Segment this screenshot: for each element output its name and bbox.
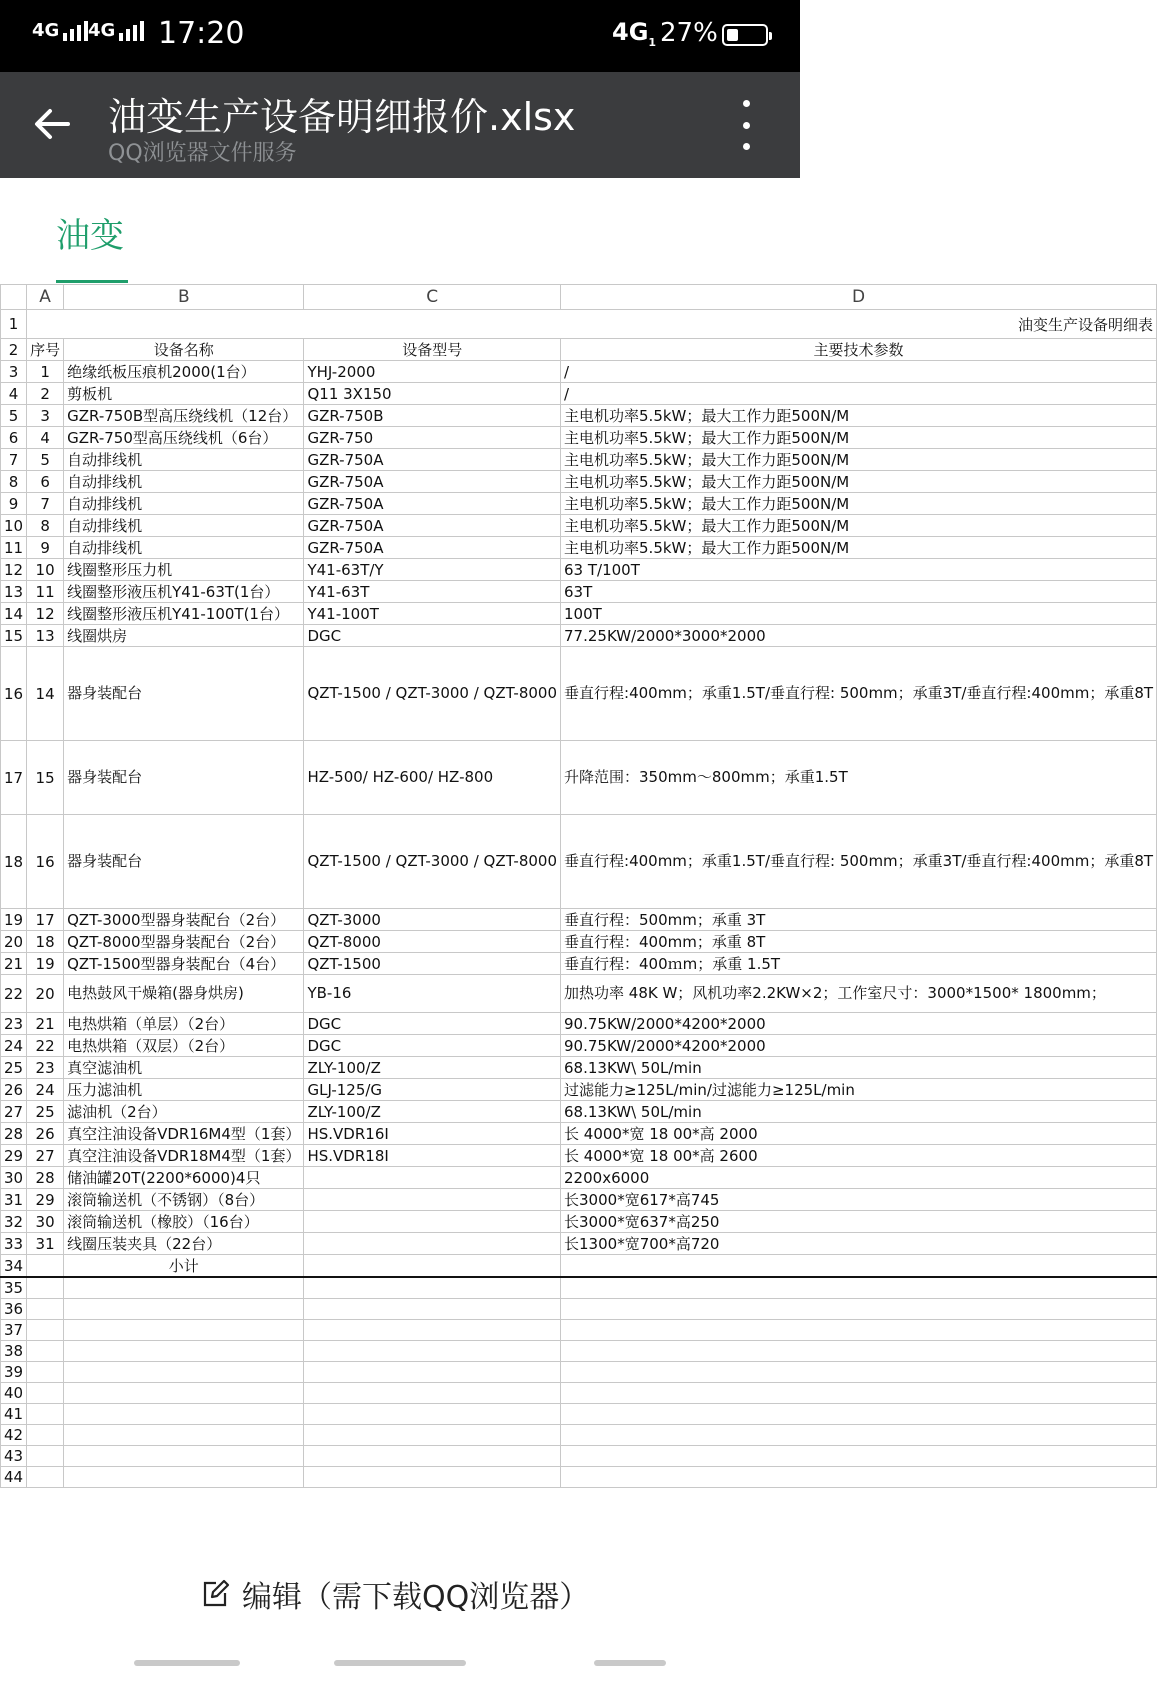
cell-model[interactable]: GZR-750 [304, 427, 561, 449]
table-row [1, 1211, 1157, 1233]
cell-name[interactable]: QZT-3000型器身装配台（2台） [64, 909, 304, 931]
sheet-tab-underline [56, 280, 128, 283]
cell-seq[interactable]: 27 [27, 1145, 64, 1167]
cell-empty[interactable] [304, 1424, 561, 1445]
row-header[interactable]: 5 [1, 405, 27, 427]
cell-params[interactable]: 过滤能力≥125L/min/过滤能力≥125L/min [561, 1079, 1157, 1101]
row-header[interactable]: 2 [1, 339, 27, 361]
cell-empty[interactable] [561, 1298, 1157, 1319]
table-row [1, 741, 1157, 815]
cell-empty[interactable] [27, 1340, 64, 1361]
cell-seq[interactable]: 2 [27, 383, 64, 405]
cell-name[interactable]: 器身装配台 [64, 647, 304, 741]
table-row [1, 975, 1157, 1013]
cell-seq[interactable]: 31 [27, 1233, 64, 1255]
cell-name[interactable]: 真空注油设备VDR18M4型（1套） [64, 1145, 304, 1167]
cell-model[interactable]: GZR-750B [304, 405, 561, 427]
cell-name[interactable]: 电热烘箱（单层）（2台） [64, 1013, 304, 1035]
cell-params[interactable]: 2200x6000 [561, 1167, 1157, 1189]
sheet-tab-active[interactable]: 油变 [56, 216, 124, 256]
cell-seq[interactable]: 11 [27, 581, 64, 603]
row-header[interactable]: 33 [1, 1233, 27, 1255]
column-header-d[interactable]: D [561, 285, 1157, 310]
cell-name[interactable]: 线圈整形液压机Y41-63T(1台） [64, 581, 304, 603]
cell-seq[interactable]: 5 [27, 449, 64, 471]
cell-seq[interactable]: 25 [27, 1101, 64, 1123]
subtotal-label[interactable]: 小计 [64, 1255, 304, 1278]
cell-params[interactable]: 63 T/100T [561, 559, 1157, 581]
empty-row [1, 1424, 1157, 1445]
row-header[interactable]: 31 [1, 1189, 27, 1211]
header-cell-model[interactable]: 设备型号 [304, 339, 561, 361]
cell-empty[interactable] [561, 1382, 1157, 1403]
table-row [1, 1233, 1157, 1255]
cell-seq[interactable]: 10 [27, 559, 64, 581]
cell-model[interactable]: QZT-1500 / QZT-3000 / QZT-8000 [304, 647, 561, 741]
cell-name[interactable]: 自动排线机 [64, 471, 304, 493]
app-header [0, 72, 800, 178]
cell-name[interactable]: 真空滤油机 [64, 1057, 304, 1079]
cell-params[interactable]: 垂直行程：400mm；承重 8T [561, 931, 1157, 953]
back-arrow-icon[interactable] [30, 102, 74, 146]
grid-corner[interactable] [1, 285, 27, 310]
cell-model[interactable] [304, 1211, 561, 1233]
cell-empty[interactable] [64, 1361, 304, 1382]
cell-empty[interactable] [27, 1319, 64, 1340]
cell-seq[interactable]: 12 [27, 603, 64, 625]
cell-seq[interactable]: 17 [27, 909, 64, 931]
cell-model[interactable]: QZT-1500 [304, 953, 561, 975]
cell-params[interactable]: 垂直行程：400ｍm；承重 1.5T [561, 953, 1157, 975]
cell-name[interactable]: 电热鼓风干燥箱(器身烘房) [64, 975, 304, 1013]
empty-row [1, 1361, 1157, 1382]
cell-empty[interactable] [27, 1255, 64, 1278]
cell-seq[interactable]: 28 [27, 1167, 64, 1189]
cell-params[interactable]: 90.75KW/2000*4200*2000 [561, 1013, 1157, 1035]
cell-seq[interactable]: 7 [27, 493, 64, 515]
cell-seq[interactable]: 14 [27, 647, 64, 741]
cell-model[interactable]: HS.VDR16I [304, 1123, 561, 1145]
cell-name[interactable]: 滚筒输送机（橡胶）（16台） [64, 1211, 304, 1233]
cell-name[interactable]: 自动排线机 [64, 449, 304, 471]
cell-name[interactable]: 器身装配台 [64, 815, 304, 909]
cell-seq[interactable]: 9 [27, 537, 64, 559]
cell-params[interactable]: 垂直行程：500mm；承重 3T [561, 909, 1157, 931]
cell-seq[interactable]: 1 [27, 361, 64, 383]
table-row [1, 1101, 1157, 1123]
empty-row [1, 1298, 1157, 1319]
cell-empty[interactable] [27, 1466, 64, 1487]
clock: 17:20 [158, 16, 245, 51]
table-row [1, 931, 1157, 953]
table-row [1, 625, 1157, 647]
cell-model[interactable]: Y41-63T/Y [304, 559, 561, 581]
cell-params[interactable]: 68.13KW\ 50L/min [561, 1101, 1157, 1123]
cell-params[interactable]: 升降范围：350mm～800mm；承重1.5T [561, 741, 1157, 815]
cell-model[interactable]: HZ-500/ HZ-600/ HZ-800 [304, 741, 561, 815]
table-row [1, 1123, 1157, 1145]
cell-seq[interactable]: 26 [27, 1123, 64, 1145]
cell-empty[interactable] [304, 1466, 561, 1487]
cell-model[interactable]: YB-16 [304, 975, 561, 1013]
cell-params[interactable]: 77.25KW/2000*3000*2000 [561, 625, 1157, 647]
network-label: 4G [612, 18, 649, 46]
table-row [1, 383, 1157, 405]
cell-empty[interactable] [27, 1298, 64, 1319]
cell-empty[interactable] [304, 1403, 561, 1424]
row-header[interactable]: 10 [1, 515, 27, 537]
cell-name[interactable]: 滚筒输送机（不锈钢）（8台） [64, 1189, 304, 1211]
row-header[interactable]: 32 [1, 1211, 27, 1233]
cell-empty[interactable] [304, 1445, 561, 1466]
cell-seq[interactable]: 23 [27, 1057, 64, 1079]
cell-empty[interactable] [561, 1445, 1157, 1466]
cell-model[interactable]: QZT-1500 / QZT-3000 / QZT-8000 [304, 815, 561, 909]
cell-seq[interactable]: 4 [27, 427, 64, 449]
cell-empty[interactable] [561, 1403, 1157, 1424]
row-header[interactable]: 37 [1, 1319, 27, 1340]
nav-back-pill[interactable] [594, 1660, 666, 1666]
cell-model[interactable]: DGC [304, 625, 561, 647]
cell-params[interactable]: 主电机功率5.5kW；最大工作力距500N/M [561, 449, 1157, 471]
cell-params[interactable]: 长 4000*宽 18 00*高 2600 [561, 1145, 1157, 1167]
row-header[interactable]: 16 [1, 647, 27, 741]
cell-name[interactable]: 压力滤油机 [64, 1079, 304, 1101]
cell-params[interactable]: 长1300*宽700*高720 [561, 1233, 1157, 1255]
cell-params[interactable]: 90.75KW/2000*4200*2000 [561, 1035, 1157, 1057]
cell-params[interactable]: 长3000*宽617*高745 [561, 1189, 1157, 1211]
table-row [1, 1013, 1157, 1035]
cell-empty[interactable] [561, 1424, 1157, 1445]
cell-params[interactable]: 垂直行程:400mm；承重1.5T/垂直行程: 500mm；承重3T/垂直行程:400mm；承重8T [561, 647, 1157, 741]
row-header[interactable]: 36 [1, 1298, 27, 1319]
cell-name[interactable]: QZT-1500型器身装配台（4台） [64, 953, 304, 975]
row-header[interactable]: 3 [1, 361, 27, 383]
cell-empty[interactable] [561, 1319, 1157, 1340]
cell-model[interactable]: GZR-750A [304, 537, 561, 559]
cell-seq[interactable]: 20 [27, 975, 64, 1013]
row-header[interactable]: 28 [1, 1123, 27, 1145]
battery-percent: 27% [660, 18, 718, 48]
cell-params[interactable]: 长3000*宽637*高250 [561, 1211, 1157, 1233]
more-menu-icon[interactable] [732, 100, 760, 150]
cell-seq[interactable]: 3 [27, 405, 64, 427]
cell-params[interactable]: 主电机功率5.5kW；最大工作力距500N/M [561, 493, 1157, 515]
cell-empty[interactable] [561, 1340, 1157, 1361]
cell-seq[interactable]: 22 [27, 1035, 64, 1057]
table-row [1, 1189, 1157, 1211]
cell-empty[interactable] [27, 1277, 64, 1298]
edit-label: 编辑（需下载QQ浏览器） [242, 1580, 590, 1615]
table-row [1, 1079, 1157, 1101]
cell-empty[interactable] [64, 1277, 304, 1298]
cell-params[interactable]: 主电机功率5.5kW；最大工作力距500N/M [561, 471, 1157, 493]
row-header[interactable]: 13 [1, 581, 27, 603]
row-header[interactable]: 35 [1, 1277, 27, 1298]
empty-row [1, 1466, 1157, 1487]
row-header[interactable]: 42 [1, 1424, 27, 1445]
cell-name[interactable]: 线圈整形液压机Y41-100T(1台） [64, 603, 304, 625]
table-row [1, 647, 1157, 741]
cell-seq[interactable]: 18 [27, 931, 64, 953]
cell-name[interactable]: 线圈整形压力机 [64, 559, 304, 581]
empty-row [1, 1382, 1157, 1403]
signal-label: 4G [32, 20, 60, 41]
status-bar [0, 0, 800, 72]
row-header[interactable]: 41 [1, 1403, 27, 1424]
cell-model[interactable]: Y41-100T [304, 603, 561, 625]
cell-empty[interactable] [561, 1277, 1157, 1298]
row-header[interactable]: 43 [1, 1445, 27, 1466]
cell-params[interactable]: 主电机功率5.5kW；最大工作力距500N/M [561, 427, 1157, 449]
cell-seq[interactable]: 29 [27, 1189, 64, 1211]
spreadsheet-grid[interactable] [0, 284, 1154, 1528]
row-header[interactable]: 20 [1, 931, 27, 953]
cell-name[interactable]: QZT-8000型器身装配台（2台） [64, 931, 304, 953]
cell-empty[interactable] [27, 1403, 64, 1424]
cell-empty[interactable] [304, 1298, 561, 1319]
bottom-bar [0, 1528, 800, 1688]
row-header[interactable]: 26 [1, 1079, 27, 1101]
network-type [612, 18, 656, 49]
cell-params[interactable]: / [561, 383, 1157, 405]
column-header-a[interactable]: A [27, 285, 64, 310]
cell-empty[interactable] [27, 1382, 64, 1403]
cell-model[interactable]: QZT-3000 [304, 909, 561, 931]
row-header[interactable]: 30 [1, 1167, 27, 1189]
cell-seq[interactable]: 13 [27, 625, 64, 647]
row-header[interactable]: 27 [1, 1101, 27, 1123]
cell-name[interactable]: GZR-750B型高压绕线机（12台） [64, 405, 304, 427]
cell-model[interactable]: YHJ-2000 [304, 361, 561, 383]
header-cell-seq[interactable]: 序号 [27, 339, 64, 361]
file-subtitle: QQ浏览器文件服务 [108, 141, 297, 166]
cell-empty[interactable] [64, 1298, 304, 1319]
cell-empty[interactable] [64, 1445, 304, 1466]
table-row [1, 449, 1157, 471]
cell-name[interactable]: 电热烘箱（双层）（2台） [64, 1035, 304, 1057]
row-header[interactable]: 15 [1, 625, 27, 647]
cell-empty[interactable] [27, 1361, 64, 1382]
cell-model[interactable] [304, 1189, 561, 1211]
table-row [1, 909, 1157, 931]
cell-seq[interactable]: 24 [27, 1079, 64, 1101]
cell-name[interactable]: 剪板机 [64, 383, 304, 405]
cell-empty[interactable] [304, 1382, 561, 1403]
cell-empty[interactable] [64, 1319, 304, 1340]
cell-model[interactable]: ZLY-100/Z [304, 1057, 561, 1079]
row-header[interactable]: 12 [1, 559, 27, 581]
row-header[interactable]: 19 [1, 909, 27, 931]
row-header[interactable]: 44 [1, 1466, 27, 1487]
cell-params[interactable]: 100T [561, 603, 1157, 625]
sheet-tab-bar [0, 178, 800, 284]
table-row [1, 603, 1157, 625]
cell-model[interactable]: HS.VDR18I [304, 1145, 561, 1167]
cell-params[interactable]: 主电机功率5.5kW；最大工作力距500N/M [561, 405, 1157, 427]
row-header[interactable]: 14 [1, 603, 27, 625]
cell-model[interactable]: ZLY-100/Z [304, 1101, 561, 1123]
cell-name[interactable]: 自动排线机 [64, 493, 304, 515]
network-sub: 1 [648, 35, 657, 49]
cell-empty[interactable] [64, 1382, 304, 1403]
cell-model[interactable]: GLJ-125/G [304, 1079, 561, 1101]
sheet-table [0, 284, 1157, 1488]
cell-params[interactable]: 主电机功率5.5kW；最大工作力距500N/M [561, 515, 1157, 537]
cell-params[interactable]: 加热功率 48K W；风机功率2.2KW×2；工作室尺寸：3000*1500* 1800mm； [561, 975, 1157, 1013]
row-header[interactable]: 38 [1, 1340, 27, 1361]
edit-button[interactable] [200, 1572, 589, 1616]
cell-seq[interactable]: 16 [27, 815, 64, 909]
cell-name[interactable]: 线圈烘房 [64, 625, 304, 647]
cell-params[interactable]: 长 4000*宽 18 00*高 2000 [561, 1123, 1157, 1145]
cell-empty[interactable] [304, 1277, 561, 1298]
cell-seq[interactable]: 15 [27, 741, 64, 815]
subtotal-row [1, 1255, 1157, 1278]
cell-model[interactable]: Q11 3X150 [304, 383, 561, 405]
table-row [1, 427, 1157, 449]
header-row [1, 339, 1157, 361]
row-header[interactable]: 11 [1, 537, 27, 559]
cell-name[interactable]: 自动排线机 [64, 537, 304, 559]
cell-params[interactable]: 垂直行程:400mm；承重1.5T/垂直行程: 500mm；承重3T/垂直行程:400mm；承重8T [561, 815, 1157, 909]
table-row [1, 515, 1157, 537]
cell-name[interactable]: 绝缘纸板压痕机2000(1台） [64, 361, 304, 383]
cell-empty[interactable] [304, 1340, 561, 1361]
cell-name[interactable]: 储油罐20T(2200*6000)4只 [64, 1167, 304, 1189]
cell-params[interactable]: 主电机功率5.5kW；最大工作力距500N/M [561, 537, 1157, 559]
row-header[interactable]: 7 [1, 449, 27, 471]
cell-empty[interactable] [304, 1319, 561, 1340]
cell-model[interactable] [304, 1167, 561, 1189]
sheet-title[interactable]: 油变生产设备明细表 [27, 310, 1157, 339]
empty-row [1, 1277, 1157, 1298]
title-row [1, 310, 1157, 339]
cell-model[interactable]: DGC [304, 1035, 561, 1057]
row-header[interactable]: 40 [1, 1382, 27, 1403]
row-header[interactable]: 23 [1, 1013, 27, 1035]
cell-empty[interactable] [561, 1255, 1157, 1278]
nav-menu-pill[interactable] [134, 1660, 240, 1666]
cell-name[interactable]: GZR-750型高压绕线机（6台） [64, 427, 304, 449]
table-row [1, 1167, 1157, 1189]
table-row [1, 471, 1157, 493]
cell-name[interactable]: 真空注油设备VDR16M4型（1套） [64, 1123, 304, 1145]
row-header[interactable]: 18 [1, 815, 27, 909]
cell-empty[interactable] [64, 1403, 304, 1424]
cell-empty[interactable] [64, 1466, 304, 1487]
battery-icon [722, 24, 768, 46]
row-header[interactable]: 1 [1, 310, 27, 339]
cell-seq[interactable]: 8 [27, 515, 64, 537]
cell-empty[interactable] [304, 1255, 561, 1278]
header-cell-name[interactable]: 设备名称 [64, 339, 304, 361]
table-row [1, 1145, 1157, 1167]
cell-empty[interactable] [27, 1445, 64, 1466]
cell-model[interactable]: Y41-63T [304, 581, 561, 603]
cell-name[interactable]: 滤油机（2台） [64, 1101, 304, 1123]
row-header[interactable]: 17 [1, 741, 27, 815]
row-header[interactable]: 25 [1, 1057, 27, 1079]
row-header[interactable]: 21 [1, 953, 27, 975]
cell-model[interactable]: GZR-750A [304, 493, 561, 515]
cell-params[interactable]: / [561, 361, 1157, 383]
empty-row [1, 1340, 1157, 1361]
cell-seq[interactable]: 6 [27, 471, 64, 493]
signal-label-2: 4G [88, 20, 116, 41]
row-header[interactable]: 29 [1, 1145, 27, 1167]
cell-model[interactable]: DGC [304, 1013, 561, 1035]
header-cell-params[interactable]: 主要技术参数 [561, 339, 1157, 361]
row-header[interactable]: 6 [1, 427, 27, 449]
cell-empty[interactable] [64, 1340, 304, 1361]
column-header-b[interactable]: B [64, 285, 304, 310]
file-title: 油变生产设备明细报价.xlsx [108, 95, 576, 139]
row-header[interactable]: 39 [1, 1361, 27, 1382]
cell-model[interactable] [304, 1233, 561, 1255]
cell-seq[interactable]: 21 [27, 1013, 64, 1035]
cell-empty[interactable] [64, 1424, 304, 1445]
empty-row [1, 1445, 1157, 1466]
row-header[interactable]: 4 [1, 383, 27, 405]
nav-home-pill[interactable] [334, 1660, 466, 1666]
cell-seq[interactable]: 30 [27, 1211, 64, 1233]
row-header[interactable]: 24 [1, 1035, 27, 1057]
table-row [1, 559, 1157, 581]
cell-name[interactable]: 器身装配台 [64, 741, 304, 815]
empty-row [1, 1403, 1157, 1424]
edit-icon [200, 1579, 230, 1609]
cell-params[interactable]: 68.13KW\ 50L/min [561, 1057, 1157, 1079]
table-row [1, 815, 1157, 909]
table-row [1, 361, 1157, 383]
signal-strength-icon [32, 20, 88, 41]
cell-model[interactable]: GZR-750A [304, 471, 561, 493]
cell-name[interactable]: 自动排线机 [64, 515, 304, 537]
column-header-c[interactable]: C [304, 285, 561, 310]
cell-seq[interactable]: 19 [27, 953, 64, 975]
cell-model[interactable]: QZT-8000 [304, 931, 561, 953]
cell-model[interactable]: GZR-750A [304, 449, 561, 471]
row-header[interactable]: 8 [1, 471, 27, 493]
row-header[interactable]: 22 [1, 975, 27, 1013]
cell-empty[interactable] [561, 1466, 1157, 1487]
table-row [1, 493, 1157, 515]
empty-row [1, 1319, 1157, 1340]
row-header[interactable]: 9 [1, 493, 27, 515]
signal-strength-icon-2 [88, 20, 144, 41]
table-row [1, 581, 1157, 603]
table-row [1, 1057, 1157, 1079]
cell-empty[interactable] [304, 1361, 561, 1382]
cell-params[interactable]: 63T [561, 581, 1157, 603]
cell-model[interactable]: GZR-750A [304, 515, 561, 537]
cell-name[interactable]: 线圈压装夹具（22台） [64, 1233, 304, 1255]
cell-empty[interactable] [27, 1424, 64, 1445]
table-row [1, 405, 1157, 427]
table-row [1, 953, 1157, 975]
cell-empty[interactable] [561, 1361, 1157, 1382]
table-row [1, 1035, 1157, 1057]
row-header[interactable]: 34 [1, 1255, 27, 1278]
table-row [1, 537, 1157, 559]
